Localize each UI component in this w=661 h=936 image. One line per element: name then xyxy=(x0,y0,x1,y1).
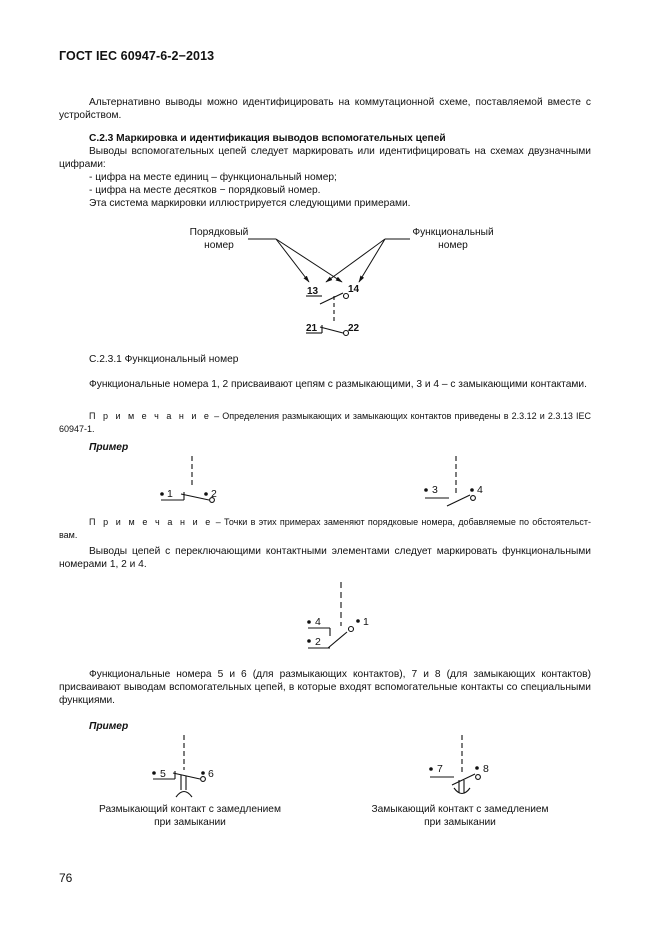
caption-left-line-1: Размыкающий контакт с замедлением xyxy=(99,804,281,815)
section-heading-c23: С.2.3 Маркировка и идентификация выводов вспомогательных цепей xyxy=(89,133,446,144)
note-label: П р и м е ч а н и е xyxy=(89,411,212,421)
caption-right-line-1: Замыкающий контакт с замедлением xyxy=(371,804,549,815)
page-number: 76 xyxy=(59,871,73,885)
nc-terminal-2: 2 xyxy=(211,488,217,500)
paragraph-special-functions: Функциональные номера 5 и 6 (для размыкающих контактов), 7 и 8 (для замыкающих контактов) присваивают выводам вспомогательных цепей, в которые входят вспомогательные контакты со специальными функциями. xyxy=(59,669,591,706)
caption-right xyxy=(350,803,570,829)
paragraph-alternative: Альтернативно выводы можно идентифицировать на коммутационной схеме, поставляемой вместе с устройством. xyxy=(59,97,591,121)
terminal-21: 21 xyxy=(306,323,318,334)
label-functional-2: номер xyxy=(438,240,468,251)
delayed-no-terminal-8: 8 xyxy=(483,763,489,775)
document-header: ГОСТ IEC 60947-6-2−2013 xyxy=(59,49,215,63)
co-terminal-2: 2 xyxy=(315,636,321,648)
note2-label: П р и м е ч а н и е xyxy=(89,517,213,527)
note-text: – Определения размыкающих и замыкающих контактов приведены в 2.3.12 и 2.3.13 IEC 60947-1. xyxy=(59,411,591,434)
terminal-14: 14 xyxy=(348,284,360,295)
label-ordinal-1: Порядковый xyxy=(189,227,249,238)
terminal-13: 13 xyxy=(307,286,319,297)
example2-label: Пример xyxy=(89,721,129,732)
section-heading-c231: С.2.3.1 Функциональный номер xyxy=(89,354,239,365)
example-label: Пример xyxy=(89,442,129,453)
paragraph-changeover: Выводы цепей с переключающими контактными элементами следует маркировать функциональными номерами 1, 2 и 4. xyxy=(59,546,591,570)
note2-text: – Точки в этих примерах заменяют порядковые номера, добавляемые по обстоятельствам. xyxy=(59,517,592,540)
co-terminal-1: 1 xyxy=(363,616,369,628)
paragraph-functional-numbers: Функциональные номера 1, 2 присваивают цепям с размыкающими, 3 и 4 – с замыкающими контактами. xyxy=(89,379,587,390)
caption-left-line-2: при замыкании xyxy=(154,817,226,828)
no-terminal-4: 4 xyxy=(477,484,483,496)
paragraph-c23-outro: Эта система маркировки иллюстрируется следующими примерами. xyxy=(89,198,411,209)
delayed-no-terminal-7: 7 xyxy=(437,763,443,775)
list-item-tens: - цифра на месте десятков − порядковый номер. xyxy=(89,185,321,196)
delayed-nc-terminal-6: 6 xyxy=(208,768,214,780)
label-functional-1: Функциональный xyxy=(412,227,494,238)
paragraph-c23-intro: Выводы вспомогательных цепей следует маркировать или идентифицировать на схемах двузначными цифрами: xyxy=(59,146,591,170)
caption-left xyxy=(80,803,300,829)
delayed-nc-terminal-5: 5 xyxy=(160,768,166,780)
caption-right-line-2: при замыкании xyxy=(424,817,496,828)
list-item-units: - цифра на месте единиц – функциональный номер; xyxy=(89,172,337,183)
no-terminal-3: 3 xyxy=(432,484,438,496)
nc-terminal-1: 1 xyxy=(167,488,173,500)
terminal-22: 22 xyxy=(348,323,360,334)
label-ordinal-2: номер xyxy=(204,240,234,251)
co-terminal-4: 4 xyxy=(315,616,321,628)
